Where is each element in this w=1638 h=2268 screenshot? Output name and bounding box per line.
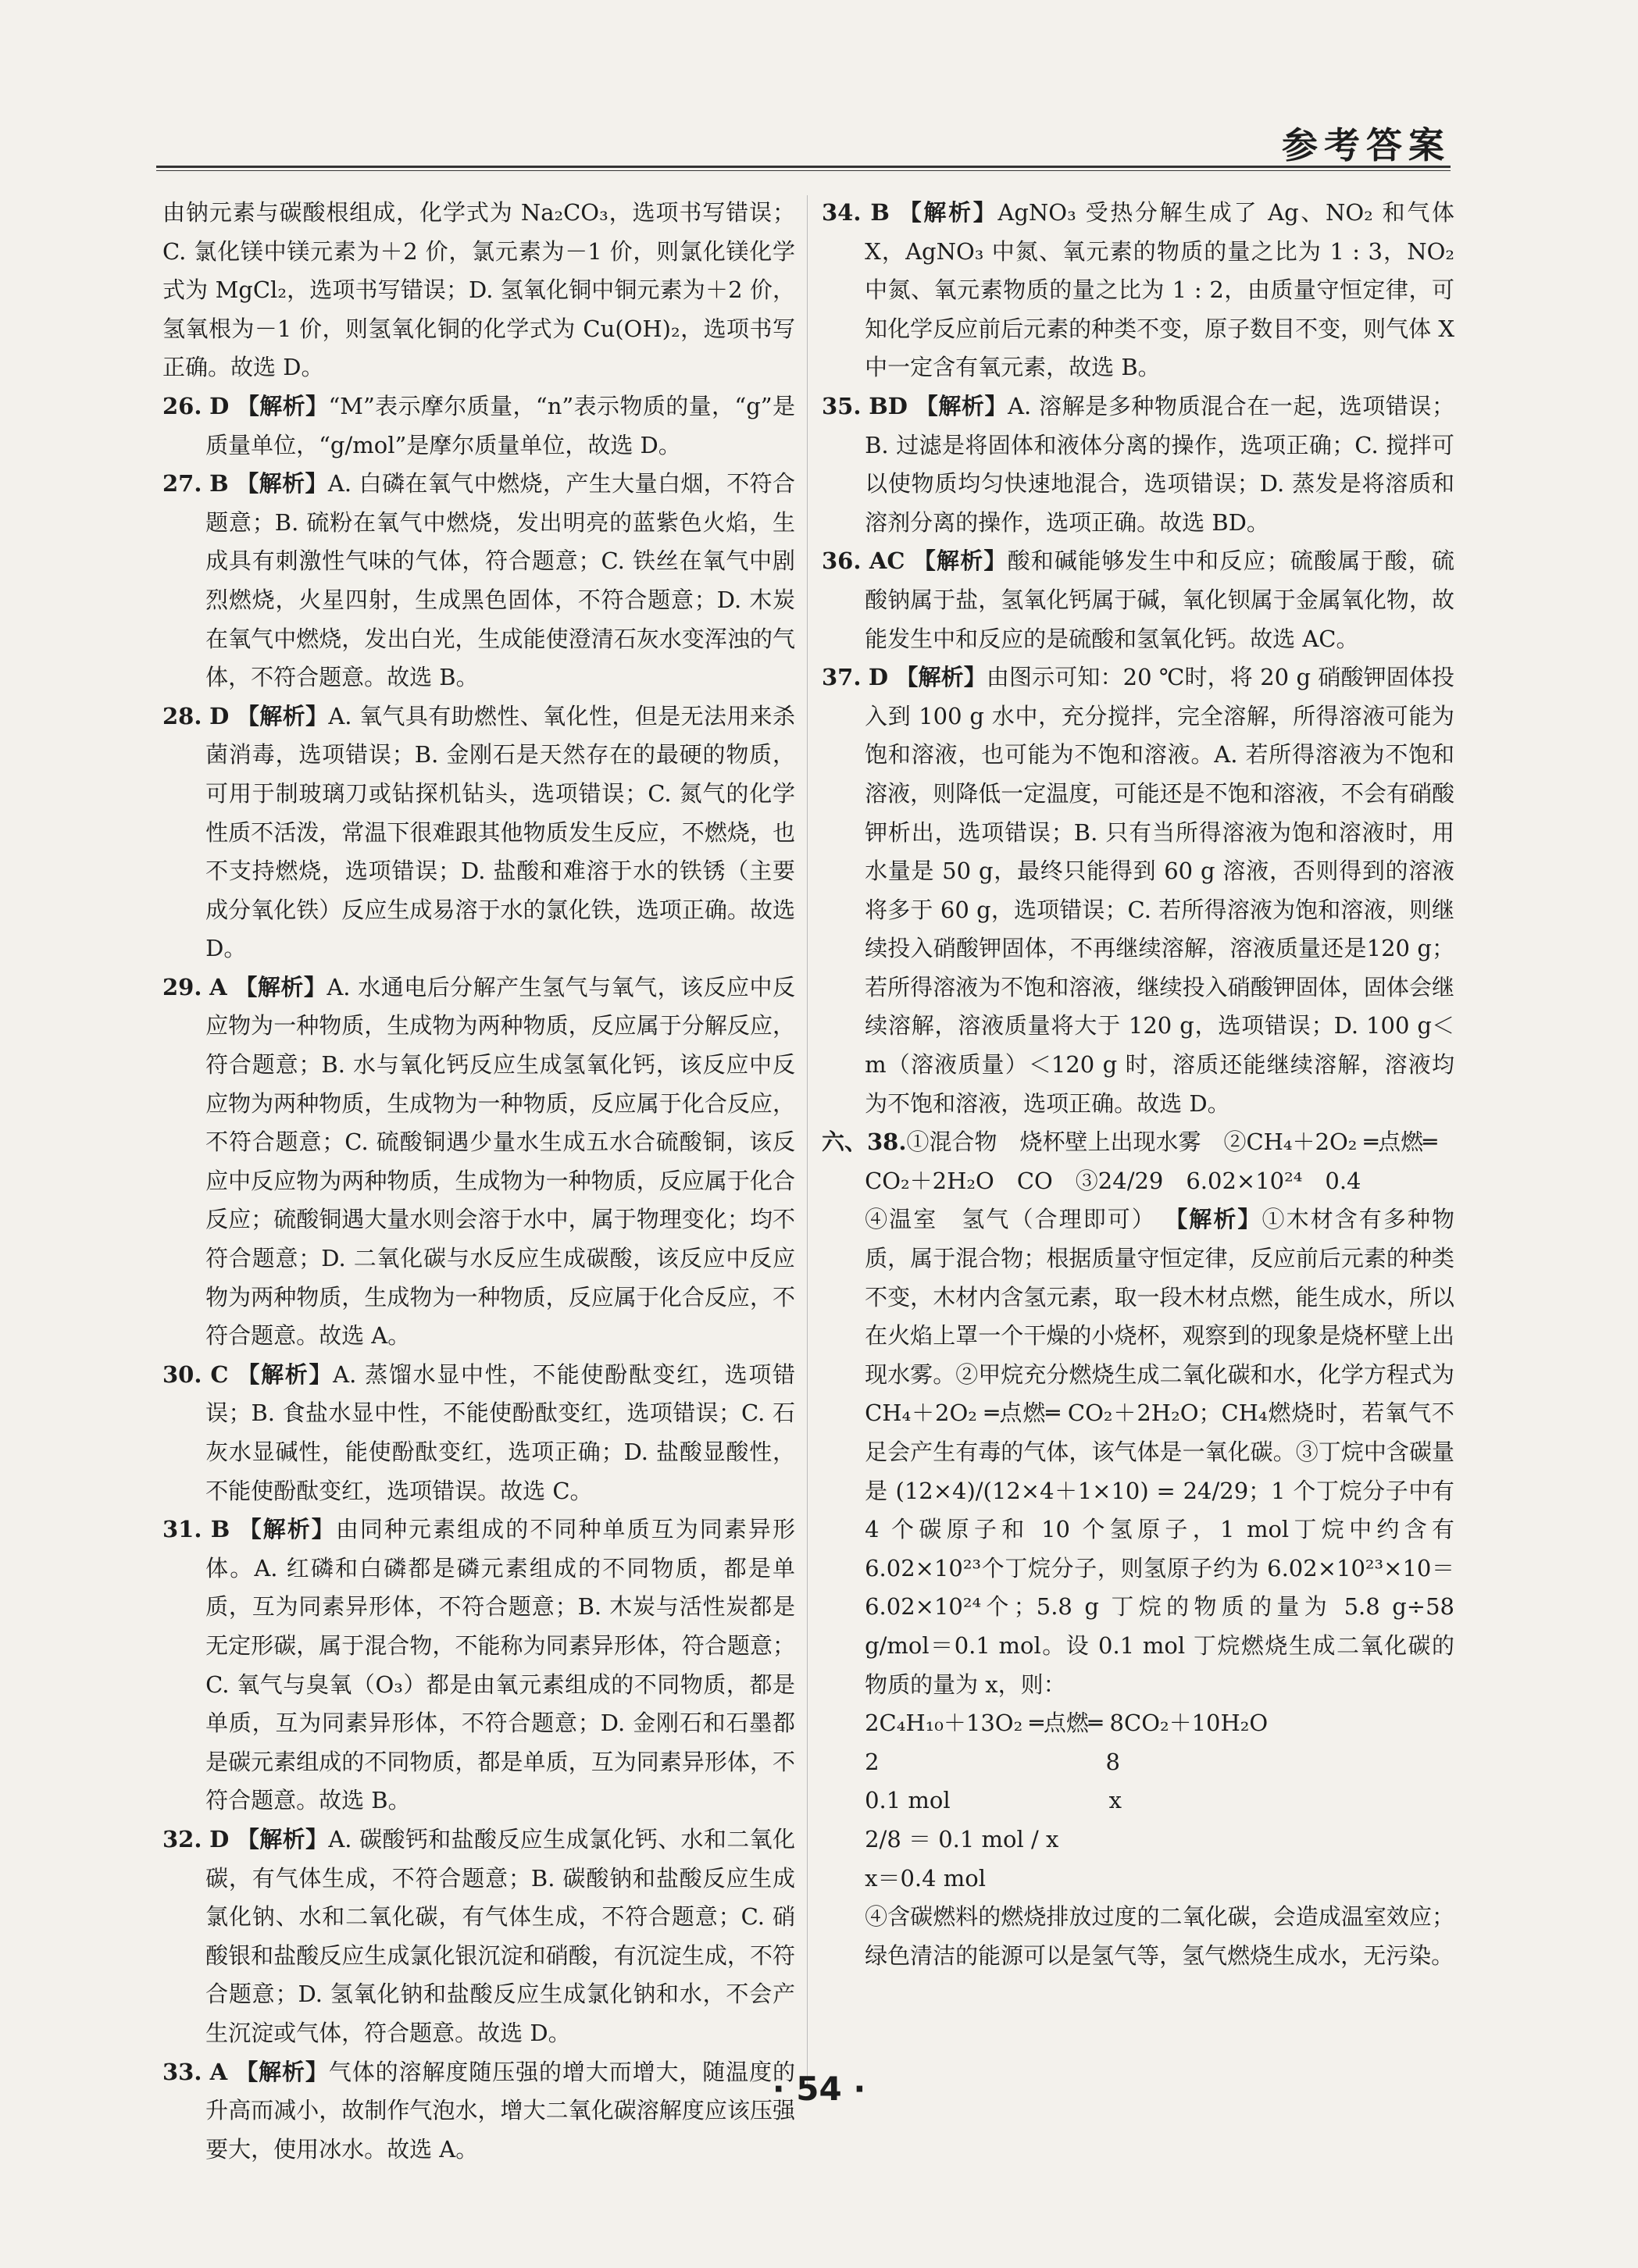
analysis-tag: 【解析】 (236, 702, 329, 729)
question-number: 35. (822, 392, 862, 419)
question-number: 六、38. (822, 1129, 907, 1156)
answer-text: 由同种元素组成的不同种单质互为同素异形体。A. 红磷和白磷都是磷元素组成的不同物质，都是单质，互为同素异形体，不符合题意；B. 木炭与活性炭都是无定形碳，属于混合物，不能称为同素异形体，符合题意；C. 氧气与臭氧（O₃）都是由氧元素组成的不同物质，都是单质，互为同素异形体，不符合题意；D. 金刚石和石墨都是碳元素组成的不同物质，都是单质，互为同素异形体，不符合题意。故选 B。 (205, 1516, 796, 1814)
equation-line (822, 1820, 1454, 1860)
question-number: 31. (162, 1516, 202, 1543)
equation-line (822, 1781, 1454, 1820)
answer-item (822, 387, 1454, 542)
answer-analysis (822, 1200, 1454, 1704)
equation-line (822, 1162, 1454, 1201)
answer-text: A. 氧气具有助燃性、氧化性，但是无法用来杀菌消毒，选项错误；B. 金刚石是天然存在的最硬的物质，可用于制玻璃刀或钻探机钻头，选项错误；C. 氮气的化学性质不活泼，常温下很难跟其他物质发生反应，不燃烧，也不支持燃烧，选项错误；D. 盐酸和难溶于水的铁锈（主要成分氧化铁）反应生成易溶于水的氯化铁，选项正确。故选 D。 (205, 702, 795, 962)
answer-text: ①混合物 烧杯壁上出现水雾 ②CH₄＋2O₂ ═点燃═ (906, 1129, 1437, 1156)
answer-choice: B (209, 470, 229, 497)
answer-text: “M”表示摩尔质量，“n”表示物质的量，“g”是质量单位，“g/mol”是摩尔质量单位，故选 D。 (205, 392, 796, 458)
right-column (822, 194, 1454, 1975)
equation-line (822, 1860, 1454, 1899)
question-number: 34. (822, 199, 862, 226)
equation-text: 2C₄H₁₀＋13O₂ ═点燃═ 8CO₂＋10H₂O (865, 1710, 1269, 1737)
answer-choice: B (210, 1516, 230, 1543)
answer-text: ④温室 氢气（合理即可） (865, 1206, 1156, 1233)
analysis-tag: 【解析】 (234, 973, 327, 1000)
answer-item (162, 387, 795, 465)
answer-item (162, 1510, 795, 1820)
answer-text: AgNO₃ 受热分解生成了 Ag、NO₂ 和气体 X，AgNO₃ 中氮、氧元素的物质的量之比为 1 : 3，NO₂ 中氮、氧元素物质的量之比为 1 : 2，由质量守恒定律，可知化学反应前后元素的种类不变，原子数目不变，则气体 X 中一定含有氧元素，故选 B。 (865, 199, 1454, 381)
answer-text: ④含碳燃料的燃烧排放过度的二氧化碳，会造成温室效应；绿色清洁的能源可以是氢气等，氢气燃烧生成水，无污染。 (865, 1903, 1454, 1969)
question-number: 30. (162, 1360, 202, 1388)
question-number: 28. (162, 702, 202, 729)
equation-text: 2/8 ＝ 0.1 mol / x (865, 1825, 1059, 1853)
answer-item (822, 658, 1454, 1123)
answer-item (162, 1820, 795, 2053)
question-number: 33. (162, 2058, 202, 2085)
answer-text: 气体的溶解度随压强的增大而增大，随温度的升高而减小，故制作气泡水，增大二氧化碳溶解度应该压强要大，使用冰水。故选 A。 (205, 2058, 795, 2163)
answer-text: ①木材含有多种物质，属于混合物；根据质量守恒定律，反应前后元素的种类不变，木材内含氢元素，取一段木材点燃，能生成水，所以在火焰上罩一个干燥的小烧杯，观察到的现象是烧杯壁上出现水雾。②甲烷充分燃烧生成二氧化碳和水，化学方程式为 CH₄＋2O₂ ═点燃═ CO₂＋2H₂O；CH₄燃烧时，若氧气不足会产生有毒的气体，该气体是一氧化碳。③丁烷中含碳量是 (12×4)/(12×4＋1×10) = 24/29；1 个丁烷分子中有 4 个碳原子和 10 个氢原子，1 mol丁烷中约含有 6.02×10²³个丁烷分子，则氢原子约为 6.02×10²³×10＝6.02×10²⁴个；5.8 g 丁烷的物质的量为 5.8 g÷58 g/mol＝0.1 mol。设 0.1 mol 丁烷燃烧生成二氧化碳的物质的量为 x，则： (865, 1206, 1454, 1698)
answer-text: 由图示可知：20 ℃时，将 20 g 硝酸钾固体投入到 100 g 水中，充分搅拌，完全溶解，所得溶液可能为饱和溶液，也可能为不饱和溶液。A. 若所得溶液为不饱和溶液，则降低一定温度，可能还是不饱和溶液，不会有硝酸钾析出，选项错误；B. 只有当所得溶液为饱和溶液时，用水量是 50 g，最终只能得到 60 g 溶液，否则得到的溶液将多于 60 g，选项错误；C. 若所得溶液为饱和溶液，则继续投入硝酸钾固体，不再继续溶解，溶液质量还是120 g；若所得溶液为不饱和溶液，继续投入硝酸钾固体，固体会继续溶解，溶液质量将大于 120 g，选项错误；D. 100 g＜m（溶液质量）＜120 g 时，溶质还能继续溶解，溶液均为不饱和溶液，选项正确。故选 D。 (865, 664, 1455, 1117)
equation-text: 0.1 mol x (865, 1787, 1122, 1814)
analysis-tag: 【解析】 (912, 547, 1008, 575)
analysis-tag: 【解析】 (236, 470, 328, 497)
equation-text: CO₂＋2H₂O CO ③24/29 6.02×10²⁴ 0.4 (865, 1167, 1361, 1194)
page-header-title: 参考答案 (1282, 124, 1451, 166)
answer-text: A. 白磷在氧气中燃烧，产生大量白烟，不符合题意；B. 硫粉在氧气中燃烧，发出明亮的蓝紫色火焰，生成具有刺激性气味的气体，符合题意；C. 铁丝在氧气中剧烈燃烧，火星四射，生成黑色固体，不符合题意；D. 木炭在氧气中燃烧，发出白光，生成能使澄清石灰水变浑浊的气体，不符合题意。故选 B。 (205, 470, 796, 691)
answer-choice: D (209, 392, 230, 419)
answer-choice: B (870, 199, 890, 226)
analysis-tag: 【解析】 (915, 392, 1008, 419)
answer-continuation (162, 194, 795, 387)
answer-choice: D (209, 702, 230, 729)
answer-choice: D (868, 664, 888, 691)
answer-choice: BD (869, 392, 908, 419)
answer-choice: D (209, 1825, 230, 1853)
analysis-tag: 【解析】 (895, 664, 987, 691)
answer-item (162, 465, 795, 697)
answer-item (162, 697, 795, 968)
header-rule (156, 166, 1451, 168)
page-number: · 54 · (772, 2070, 866, 2108)
answer-choice: AC (869, 547, 905, 575)
answer-text: A. 蒸馏水显中性，不能使酚酞变红，选项错误；B. 食盐水显中性，不能使酚酞变红，选项错误；C. 石灰水显碱性，能使酚酞变红，选项正确；D. 盐酸显酸性，不能使酚酞变红，选项错误。故选 C。 (205, 1360, 796, 1504)
answer-item (162, 1356, 795, 1510)
column-divider (807, 195, 808, 2085)
question-number: 36. (822, 547, 862, 575)
answer-choice: A (209, 973, 227, 1000)
question-number: 29. (162, 973, 202, 1000)
analysis-tag: 【解析】 (898, 199, 998, 226)
analysis-tag: 【解析】 (236, 1825, 329, 1853)
analysis-tag: 【解析】 (236, 392, 329, 419)
answer-item (822, 1123, 1454, 1162)
answer-text: A. 溶解是多种物质混合在一起，选项错误；B. 过滤是将固体和液体分离的操作，选项正确；C. 搅拌可以使物质均匀快速地混合，选项错误；D. 蒸发是将溶质和溶剂分离的操作，选项正确。故选 BD。 (865, 392, 1454, 536)
left-column (162, 194, 795, 2169)
equation-line (822, 1743, 1454, 1782)
answer-choice: C (210, 1360, 229, 1388)
answer-text: 酸和碱能够发生中和反应；硫酸属于酸，硫酸钠属于盐，氢氧化钙属于碱，氧化钡属于金属氧化物，故能发生中和反应的是硫酸和氢氧化钙。故选 AC。 (865, 547, 1454, 652)
answer-text: A. 碳酸钙和盐酸反应生成氯化钙、水和二氧化碳，有气体生成，不符合题意；B. 碳酸钠和盐酸反应生成氯化钠、水和二氧化碳，有气体生成，不符合题意；C. 硝酸银和盐酸反应生成氯化银沉淀和硝酸，有沉淀生成，不符合题意；D. 氢氧化钠和盐酸反应生成氯化钠和水，不会产生沉淀或气体，符合题意。故选 D。 (205, 1825, 795, 2046)
header-rule-thin (156, 170, 1451, 171)
answer-item (822, 542, 1454, 658)
equation-text: x＝0.4 mol (865, 1864, 987, 1892)
question-number: 26. (162, 392, 202, 419)
answer-item (822, 194, 1454, 387)
question-number: 37. (822, 664, 862, 691)
answer-text: A. 水通电后分解产生氢气与氧气，该反应中反应物为一种物质，生成物为两种物质，反应属于分解反应，符合题意；B. 水与氧化钙反应生成氢氧化钙，该反应中反应物为两种物质，生成物为一种物质，反应属于化合反应，不符合题意；C. 硫酸铜遇少量水生成五水合硫酸铜，该反应中反应物为两种物质，生成物为一种物质，反应属于化合反应；硫酸铜遇大量水则会溶于水中，属于物理变化；均不符合题意；D. 二氧化碳与水反应生成碳酸，该反应中反应物为两种物质，生成物为一种物质，反应属于化合反应，不符合题意。故选 A。 (205, 973, 796, 1350)
answer-item (162, 968, 795, 1356)
answer-text: 由钠元素与碳酸根组成，化学式为 Na₂CO₃，选项书写错误；C. 氯化镁中镁元素为＋2 价，氯元素为－1 价，则氯化镁化学式为 MgCl₂，选项书写错误；D. 氢氧化铜中铜元素为＋2 价，氢氧根为－1 价，则氢氧化铜的化学式为 Cu(OH)₂，选项书写正确。故选 D。 (162, 199, 795, 381)
equation-line (822, 1704, 1454, 1743)
analysis-tag: 【解析】 (1165, 1206, 1262, 1233)
question-number: 27. (162, 470, 202, 497)
analysis-tag: 【解析】 (237, 1360, 334, 1388)
question-number: 32. (162, 1825, 202, 1853)
analysis-tag: 【解析】 (235, 2058, 329, 2085)
equation-text: 2 8 (865, 1748, 1120, 1775)
answer-choice: A (209, 2058, 228, 2085)
answer-conclusion (822, 1898, 1454, 1975)
analysis-tag: 【解析】 (238, 1516, 336, 1543)
